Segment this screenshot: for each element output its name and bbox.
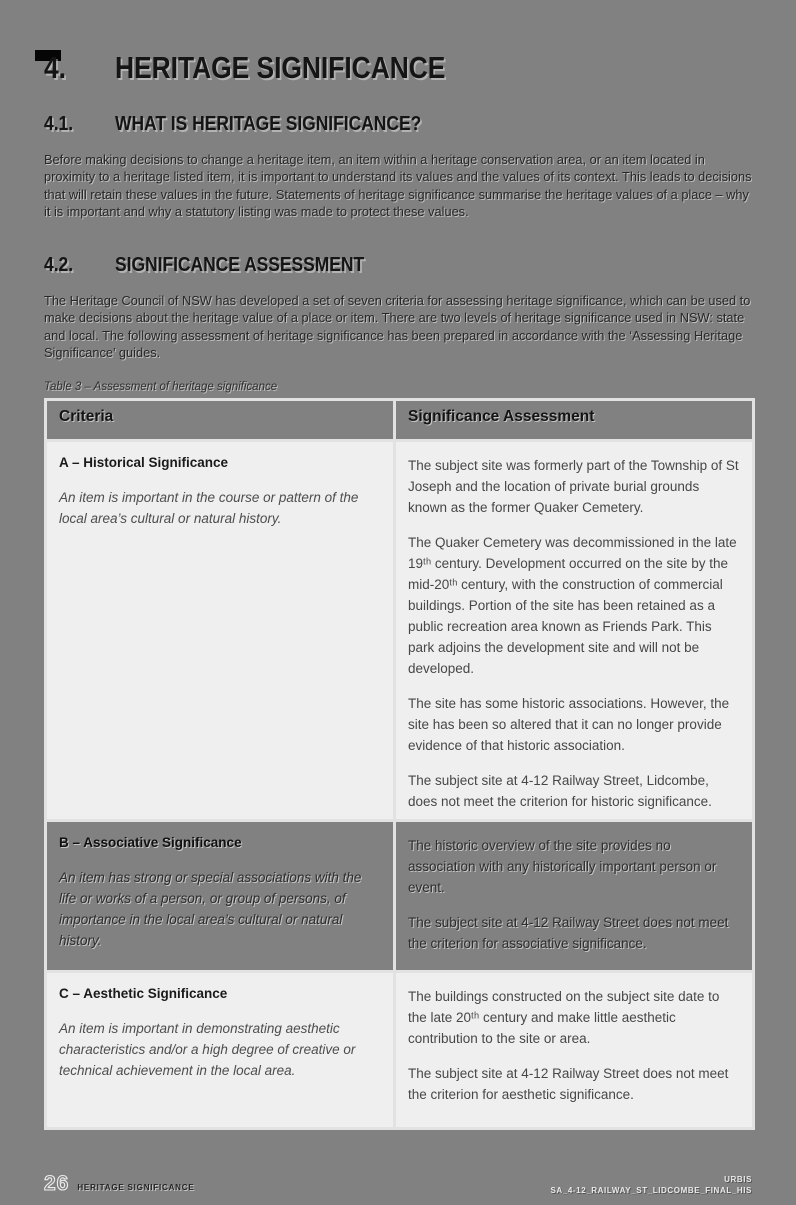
section-number: 4.1. — [44, 112, 74, 135]
page-content — [0, 50, 796, 1130]
assessment-paragraph: The subject site was formerly part of the Township of St Joseph and the location of private burial grounds known as the former Quaker Cemetery. — [408, 458, 739, 516]
assessment-paragraph: The subject site at 4-12 Railway Street does not meet the criterion for associative significance. — [408, 915, 729, 952]
criterion-cell — [46, 821, 395, 972]
criterion-description: An item is important in the course or pattern of the local area’s cultural or natural history. — [59, 490, 359, 527]
footer-right — [550, 1174, 752, 1196]
section-heading-4-1 — [44, 112, 752, 136]
table-caption: Table 3 – Assessment of heritage significance — [44, 381, 278, 394]
criterion-title: B – Associative Significance — [59, 835, 242, 851]
paragraph-significance-assessment: The Heritage Council of NSW has developed a set of seven criteria for assessing heritage significance, which can be used to make decisions about the heritage value of a place or item. There are two levels of heritage significance used in NSW: state and local. The following assessment of heritage significance has been prepared in accordance with the ‘Assessing Heritage Significance’ guides. — [44, 293, 751, 361]
criterion-title: A – Historical Significance — [59, 455, 229, 471]
section-title: WHAT IS HERITAGE SIGNIFICANCE? — [115, 112, 422, 135]
table-row-historical — [46, 441, 754, 821]
footer-brand: URBIS — [724, 1175, 752, 1184]
assessment-paragraph: The Quaker Cemetery was decommissioned in the late 19ᵗʰ century. Development occurred on the site by the mid-20ᵗʰ century, with the construction of commercial buildings. Portion of the site has been retained as a public recreation area known as Friends Park. This park adjoins the development site and will not be developed. — [408, 535, 737, 677]
section-heading-4 — [44, 50, 752, 86]
criterion-cell — [46, 441, 395, 821]
assessment-cell — [395, 972, 754, 1129]
assessment-paragraph: The historic overview of the site provides no association with any historically important person or event. — [408, 838, 717, 896]
section-title: HERITAGE SIGNIFICANCE — [115, 50, 446, 85]
section-number: 4. — [44, 50, 66, 85]
criterion-description: An item has strong or special associations with the life or works of a person, or group of persons, of importance in the local area’s cultural or natural history. — [59, 870, 362, 949]
section-heading-4-2 — [44, 253, 752, 277]
section-title: SIGNIFICANCE ASSESSMENT — [115, 253, 365, 277]
significance-assessment-table — [44, 398, 755, 1130]
paragraph-what-is-heritage: Before making decisions to change a heritage item, an item within a heritage conservation area, or an item located in proximity to a heritage listed item, it is important to understand its values and the values of its context. This leads to decisions that will retain these values in the future. Statements of heritage significance summarise the heritage values of a place – why it is important and why a statutory listing was made to protect these values. — [44, 152, 752, 219]
document-page — [0, 50, 796, 1205]
table-header-row — [46, 400, 754, 441]
assessment-paragraph: The subject site at 4-12 Railway Street does not meet the criterion for aesthetic significance. — [408, 1066, 729, 1103]
footer-section-label: HERITAGE SIGNIFICANCE — [77, 1183, 195, 1192]
column-header-criteria: Criteria — [46, 400, 395, 441]
column-header-significance-assessment: Significance Assessment — [395, 400, 754, 441]
assessment-cell — [395, 821, 754, 972]
criterion-title: C – Aesthetic Significance — [59, 986, 228, 1002]
footer-file-reference: SA_4-12_RAILWAY_ST_LIDCOMBE_FINAL_HIS — [550, 1186, 752, 1195]
criterion-cell — [46, 972, 395, 1129]
page-footer — [44, 1172, 752, 1196]
assessment-cell — [395, 441, 754, 821]
page-number: 26 — [44, 1172, 70, 1195]
table-row-aesthetic — [46, 972, 754, 1129]
section-number: 4.2. — [44, 253, 74, 277]
assessment-paragraph: The subject site at 4-12 Railway Street, Lidcombe, does not meet the criterion for historic significance. — [408, 773, 712, 810]
footer-left — [44, 1172, 194, 1196]
criterion-description: An item is important in demonstrating aesthetic characteristics and/or a high degree of creative or technical achievement in the local area. — [59, 1021, 356, 1079]
table-row-associative — [46, 821, 754, 972]
assessment-paragraph: The buildings constructed on the subject site date to the late 20ᵗʰ century and make little aesthetic contribution to the site or area. — [408, 989, 720, 1047]
assessment-paragraph: The site has some historic associations. However, the site has been so altered that it can no longer provide evidence of that historic association. — [408, 696, 730, 754]
